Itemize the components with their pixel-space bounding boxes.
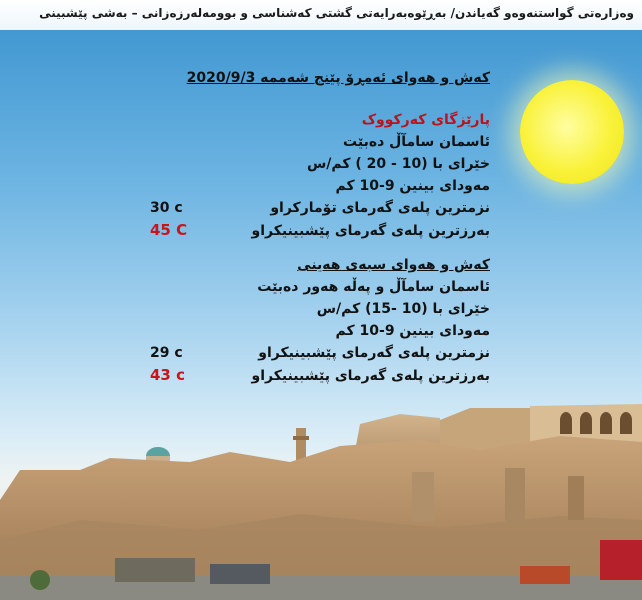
section-tomorrow-title: کەش و هەوای سبەی هەینی xyxy=(297,257,490,273)
section-kirkuk-title: پارێزگای کەرکووک xyxy=(361,112,490,128)
forecast-line xyxy=(150,131,490,153)
forecast-line xyxy=(150,219,490,241)
ministry-header: وەزارەتی گواستنەوەو گەیاندن/ بەڕێوەبەرایەتی گشتی کەشناسی و بوومەلەرزەزانی – بەشی پێشبینی xyxy=(39,6,634,20)
forecast-line xyxy=(150,298,490,320)
forecast-line xyxy=(150,320,490,342)
min-temp-value: 30 c xyxy=(150,200,183,216)
forecast-line xyxy=(150,342,490,364)
kirkuk-citadel-image xyxy=(0,390,642,600)
forecast-line xyxy=(150,175,490,197)
line-label: مەودای بینین 9-10 کم xyxy=(335,323,490,339)
line-label: خێرای با (10 - 20 ) کم/س xyxy=(306,156,490,172)
line-label: خێرای با (10 -15) کم/س xyxy=(316,301,490,317)
forecast-line xyxy=(150,276,490,298)
line-label: بەرزترین پلەی گەرمای پێشبینیکراو xyxy=(251,223,490,239)
max-temp-value: 43 c xyxy=(150,366,185,384)
line-label: ئاسمان سامآڵ دەبێت xyxy=(343,134,490,150)
forecast-line xyxy=(150,197,490,219)
forecast-line xyxy=(150,153,490,175)
sun-icon xyxy=(520,80,624,184)
max-temp-value: 45 C xyxy=(150,221,188,239)
line-label: مەودای بینین 9-10 کم xyxy=(335,178,490,194)
forecast-title: کەش و هەوای ئەمڕۆ پێنج شەممە 2020/9/3 xyxy=(186,70,490,86)
line-label: ئاسمان سامآڵ و پەڵە هەور دەبێت xyxy=(257,279,490,295)
forecast-panel xyxy=(150,70,490,386)
line-label: بەرزترین پلەی گەرمای پێشبینیکراو xyxy=(251,368,490,384)
forecast-line xyxy=(150,364,490,386)
line-label: نزمترین پلەی گەرمای تۆمارکراو xyxy=(270,200,490,216)
min-temp-value: 29 c xyxy=(150,345,183,361)
line-label: نزمترین پلەی گەرمای پێشبینیکراو xyxy=(258,345,490,361)
